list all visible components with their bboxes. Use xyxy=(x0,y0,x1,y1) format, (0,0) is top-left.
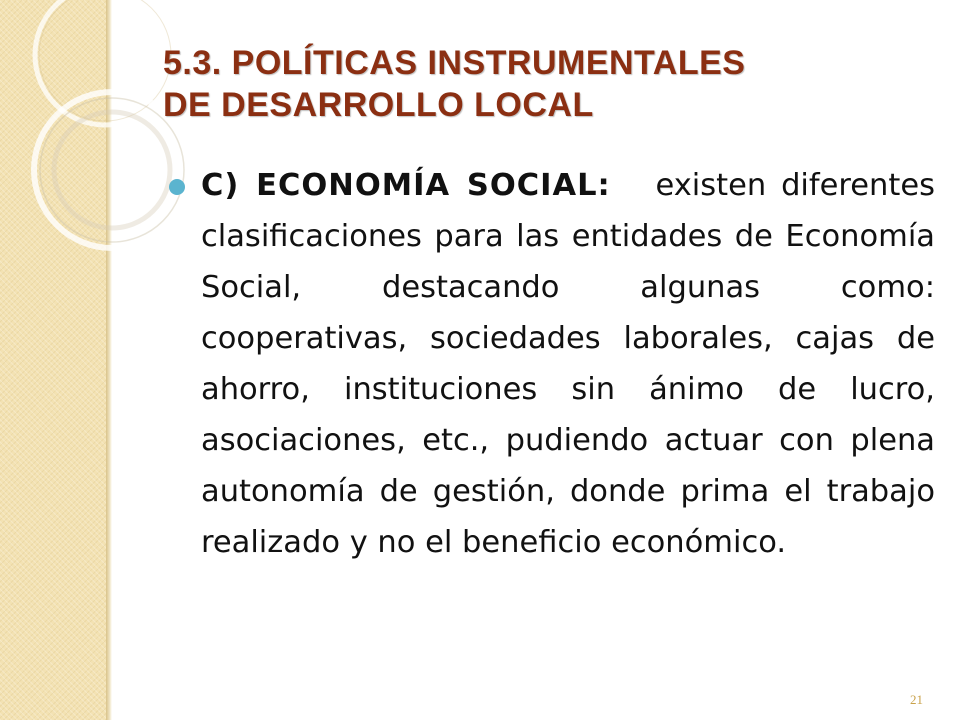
slide-title-line-2: DE DESARROLLO LOCAL xyxy=(163,86,594,124)
bullet-lead-text: C) ECONOMÍA SOCIAL: xyxy=(201,168,611,203)
page-number: 21 xyxy=(910,692,923,707)
sidebar-edge xyxy=(106,0,112,720)
decorative-sidebar xyxy=(0,0,106,720)
slide-title xyxy=(163,42,923,126)
bullet-item xyxy=(165,160,935,568)
bullet-body-text: existen diferentes clasificaciones para las entidades de Economía Social, destacando algunas como: cooperativas, sociedades laborales, cajas de ahorro, instituciones sin ánimo de lucro, asociaciones, etc., pudiendo actuar con plena autonomía de gestión, donde prima el trabajo realizado y no el beneficio económico. xyxy=(201,168,935,560)
slide-title-line-1: 5.3. POLÍTICAS INSTRUMENTALES xyxy=(163,44,746,82)
bullet-paragraph xyxy=(201,160,935,568)
bullet-dot-icon xyxy=(169,179,185,195)
